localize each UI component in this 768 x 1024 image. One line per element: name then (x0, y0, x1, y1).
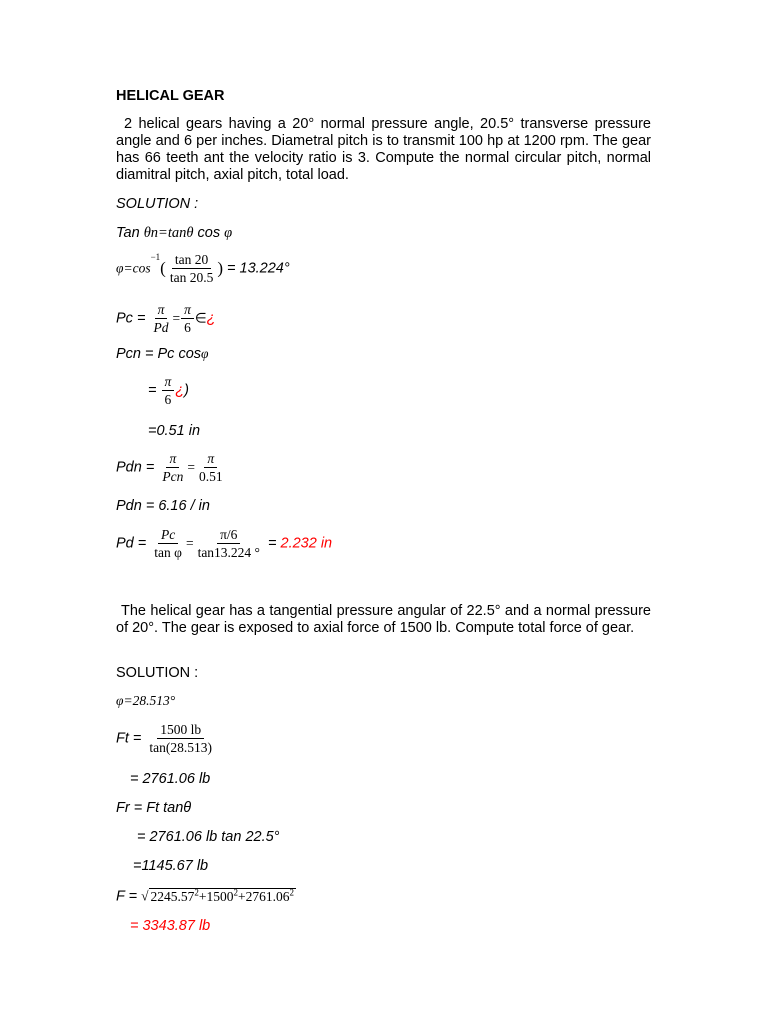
equation-total-force: F = √ $2245.57^2+1500^2+2761.06^2$ (116, 887, 295, 905)
equation-fr: Fr = Ft tanθ (116, 800, 192, 816)
equation-ft: Ft = $\frac{1500 lb}{\tan(28.513)}$ (116, 722, 213, 755)
equation-fr-value: = 2761.06 lb tan 22.5° (137, 829, 280, 845)
problem-1-statement: 2 helical gears having a 20° normal pressure angle, 20.5° transverse pressure angle and 6 per inches. Diametral pitch is to transmit 100 hp at 1200 rpm. The gear has 66 teeth ant the velocity ratio is 3. Compute the normal circular pitch, normal diamitral pitch, axial pitch, total load. (116, 116, 651, 183)
problem-2-solution-label: SOLUTION : (116, 665, 199, 681)
equation-pdn: Pdn = $\frac{\pi}{\text{Pcn}}$ = $\frac{\pi}{0.51}$ (116, 451, 223, 484)
equation-pcn-value: = $\frac{\pi}{6}$ ¿) (148, 374, 189, 407)
equation-phi: $\varphi=\cos^{-1}$( $\frac{\tan 20}{\tan 20.5}$ ) = 13.224° (116, 252, 290, 285)
pd-answer: 2.232 in (280, 535, 333, 552)
equation-pdn-result: Pdn = 6.16 / in (116, 498, 210, 514)
total-force-answer: = 3343.87 lb (130, 918, 211, 934)
problem-1-solution-label: SOLUTION : (116, 196, 199, 212)
equation-pcn-result: =0.51 in (148, 423, 201, 439)
equation-ft-result: = 2761.06 lb (130, 771, 211, 787)
page-title: HELICAL GEAR (116, 88, 225, 104)
problem-2-statement: The helical gear has a tangential pressure angular of 22.5° and a normal pressure of 20°. The gear is exposed to axial force of 1500 lb. Compute total force of gear. (116, 603, 651, 636)
equation-pc: Pc = $\frac{\pi}{Pd}$ = $\frac{\pi}{6}$ ∈¿ (116, 302, 216, 335)
equation-phi-2: φ=28.513° (116, 693, 176, 708)
equation-fr-result: =1145.67 lb (133, 858, 209, 874)
equation-pcn: Pcn = Pc cosφ (116, 346, 209, 362)
equation-pd: Pd = $\frac{Pc}{\text{tan φ}}$ = $\frac{\pi/6}{\tan 13.224 ^\circ}$ = 2.232 in (116, 527, 333, 560)
equation-tan-theta-n: Tan θn=tanθ cos φ (116, 225, 233, 241)
